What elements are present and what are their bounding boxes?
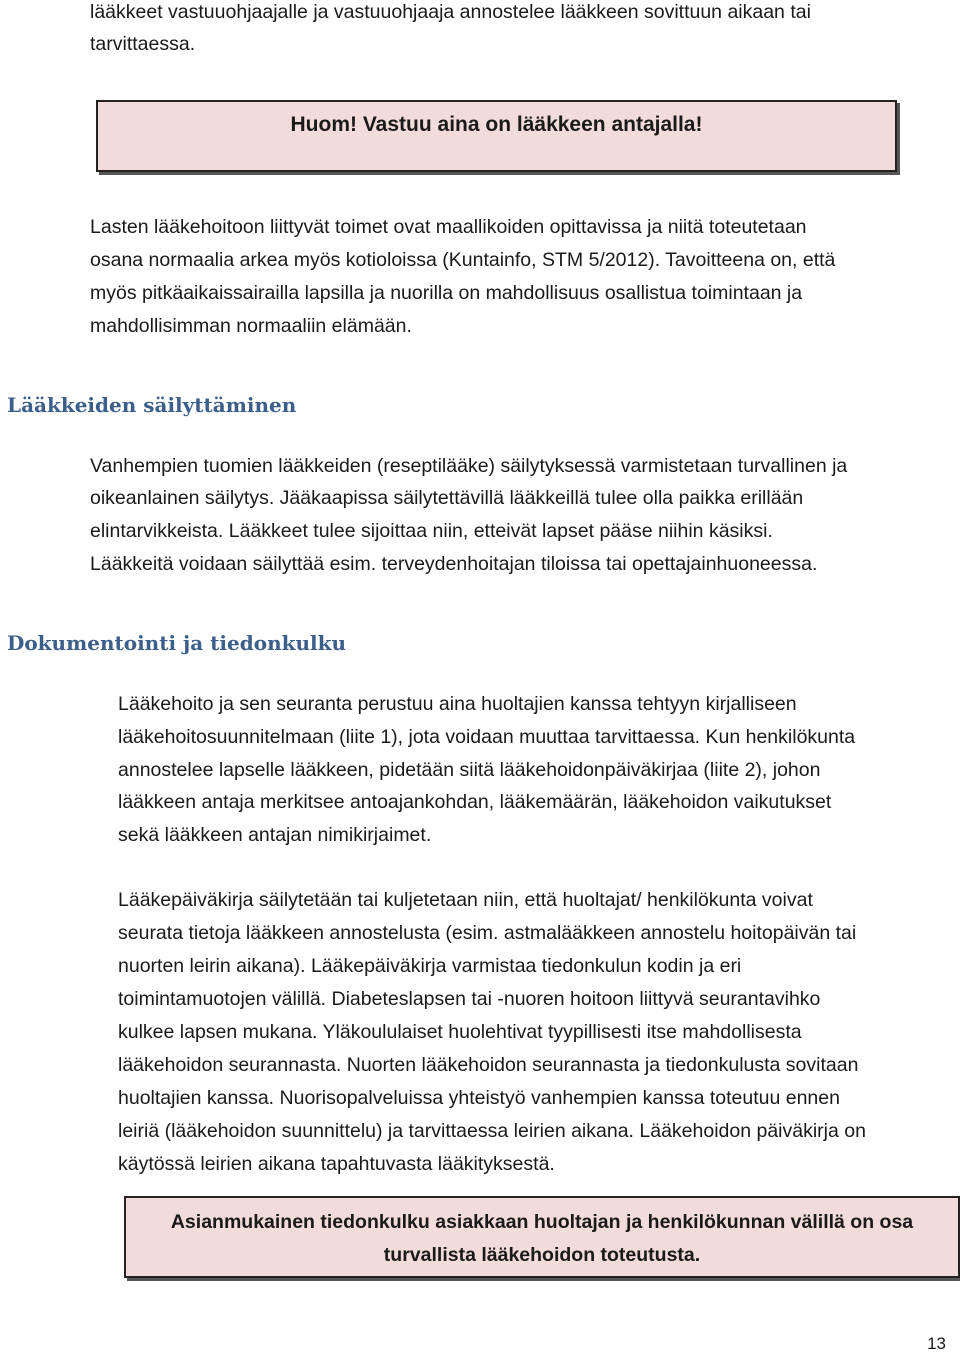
page-number: 13 (927, 1334, 946, 1353)
highlight-line: Asianmukainen tiedonkulku asiakkaan huoltajan ja henkilökunnan välillä on osa (170, 1211, 914, 1233)
text-line: nuorten leirin aikana). Lääkepäiväkirja varmistaa tiedonkulun kodin ja eri (118, 955, 742, 977)
text-line: sekä lääkkeen antajan nimikirjaimet. (118, 824, 432, 846)
text-line: kulkee lapsen mukana. Yläkoululaiset huolehtivat tyypillisesti itse mahdollisesta (118, 1021, 802, 1043)
text-line: elintarvikkeista. Lääkkeet tulee sijoittaa niin, etteivät lapset pääse niihin käsiksi. (90, 520, 773, 542)
text-line: tarvittaessa. (90, 33, 196, 55)
text-line: Vanhempien tuomien lääkkeiden (reseptilääke) säilytyksessä varmistetaan turvallinen ja (90, 455, 848, 477)
text-line: Lasten lääkehoitoon liittyvät toimet ovat maallikoiden opittavissa ja niitä toteutetaan (90, 216, 807, 238)
text-line: myös pitkäaikaissairailla lapsilla ja nuorilla on mahdollisuus osallistua toimintaan ja (90, 282, 803, 304)
text-line: lääkehoidon seurannasta. Nuorten lääkehoidon seurannasta ja tiedonkulusta sovitaan (118, 1054, 859, 1076)
section-heading-documentation: Dokumentointi ja tiedonkulku (7, 631, 347, 655)
text-line: huoltajien kanssa. Nuorisopalveluissa yhteistyö vanhempien kanssa toteutuu ennen (118, 1087, 840, 1109)
text-line: lääkkeet vastuuohjaajalle ja vastuuohjaaja annostelee lääkkeen sovittuun aikaan tai (90, 1, 811, 23)
text-line: toimintamuotojen välillä. Diabeteslapsen tai -nuoren hoitoon liittyvä seurantavihko (118, 988, 821, 1010)
highlight-text (126, 1206, 958, 1272)
text-line: käytössä leirien aikana tapahtuvasta lääkityksestä. (118, 1153, 555, 1175)
highlight-box (124, 1196, 960, 1278)
text-line: lääkkeen antaja merkitsee antoajankohdan, lääkemäärän, lääkehoidon vaikutukset (118, 791, 832, 813)
text-line: Lääkehoito ja sen seuranta perustuu aina huoltajien kanssa tehtyyn kirjalliseen (118, 693, 797, 715)
text-line: Lääkkeitä voidaan säilyttää esim. terveydenhoitajan tiloissa tai opettajainhuoneessa. (90, 553, 818, 575)
text-line: lääkehoitosuunnitelmaan (liite 1), jota voidaan muuttaa tarvittaessa. Kun henkilökunta (118, 726, 856, 748)
text-line: seurata tietoja lääkkeen annostelusta (esim. astmalääkkeen annostelu hoitopäivän tai (118, 922, 857, 944)
text-line: leiriä (lääkehoidon suunnittelu) ja tarvittaessa leirien aikana. Lääkehoidon päiväkirja on (118, 1120, 866, 1142)
text-line: oikeanlainen säilytys. Jääkaapissa säilytettävillä lääkkeillä tulee olla paikka erillään (90, 487, 804, 509)
notice-text: Huom! Vastuu aina on lääkkeen antajalla! (290, 113, 703, 136)
text-line: mahdollisimman normaaliin elämään. (90, 315, 412, 337)
section-heading-storage: Lääkkeiden säilyttäminen (7, 393, 297, 417)
highlight-line: turvallista lääkehoidon toteutusta. (383, 1244, 701, 1266)
notice-box (96, 100, 897, 172)
text-line: Lääkepäiväkirja säilytetään tai kuljetetaan niin, että huoltajat/ henkilökunta voivat (118, 889, 813, 911)
text-line: osana normaalia arkea myös kotioloissa (Kuntainfo, STM 5/2012). Tavoitteena on, että (90, 249, 836, 271)
text-line: annostelee lapselle lääkkeen, pidetään siitä lääkehoidonpäiväkirjaa (liite 2), johon (118, 759, 821, 781)
